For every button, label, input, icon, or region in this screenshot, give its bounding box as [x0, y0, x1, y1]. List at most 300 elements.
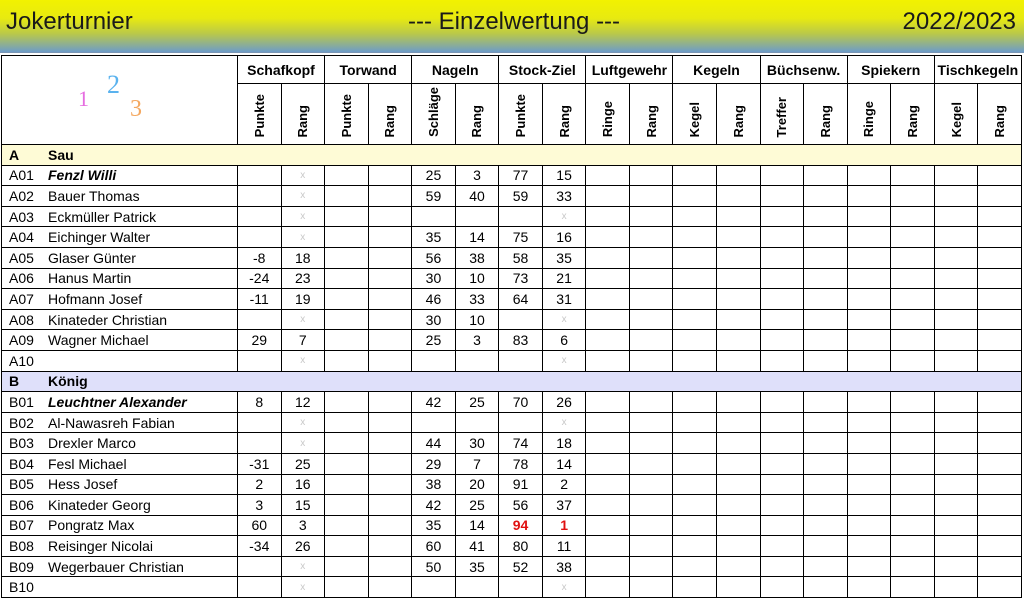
score-cell [760, 556, 804, 577]
score-cell: -24 [237, 268, 281, 289]
player-name: Hanus Martin [42, 268, 237, 289]
score-cell [978, 165, 1022, 186]
discipline-header: Schafkopf [237, 56, 324, 84]
score-cell: 42 [412, 495, 456, 516]
table-row [2, 392, 1022, 413]
score-cell [760, 289, 804, 310]
player-id: A05 [2, 247, 43, 268]
column-header-label: Rang [817, 104, 833, 137]
score-cell [847, 289, 891, 310]
score-cell [804, 309, 848, 330]
score-cell [629, 309, 673, 330]
player-name: Wagner Michael [42, 330, 237, 351]
score-cell [629, 330, 673, 351]
score-cell [847, 474, 891, 495]
score-cell: 25 [412, 330, 456, 351]
score-cell: 29 [412, 453, 456, 474]
score-cell [325, 453, 369, 474]
score-cell [760, 247, 804, 268]
score-cell [717, 330, 761, 351]
score-cell [760, 577, 804, 598]
player-id: B01 [2, 392, 43, 413]
column-header [760, 84, 804, 145]
score-cell [455, 206, 499, 227]
score-cell [891, 165, 935, 186]
score-cell [760, 474, 804, 495]
player-name: Eichinger Walter [42, 227, 237, 248]
score-cell: 70 [499, 392, 543, 413]
score-cell [455, 577, 499, 598]
score-cell [934, 268, 978, 289]
score-cell [629, 186, 673, 207]
table-row [2, 289, 1022, 310]
column-header-label: Kegel [948, 101, 964, 137]
score-cell [629, 289, 673, 310]
score-cell [629, 350, 673, 371]
column-header-label: Rang [295, 104, 311, 137]
tournament-title: Jokerturnier [6, 8, 133, 35]
table-row [2, 433, 1022, 454]
score-cell [760, 536, 804, 557]
score-cell [978, 495, 1022, 516]
score-cell [586, 289, 630, 310]
score-cell [325, 495, 369, 516]
score-cell [629, 268, 673, 289]
player-id: A06 [2, 268, 43, 289]
discipline-header: Torwand [325, 56, 412, 84]
player-id: A07 [2, 289, 43, 310]
player-id: A08 [2, 309, 43, 330]
score-cell [891, 392, 935, 413]
score-cell [368, 453, 412, 474]
score-cell [978, 392, 1022, 413]
score-cell [673, 247, 717, 268]
score-cell [629, 392, 673, 413]
column-header-label: Ringe [861, 100, 877, 137]
score-cell [717, 165, 761, 186]
group-row [2, 371, 1022, 392]
score-cell [368, 350, 412, 371]
score-cell [237, 412, 281, 433]
score-cell [891, 433, 935, 454]
column-header [499, 84, 543, 145]
player-name: Wegerbauer Christian [42, 556, 237, 577]
score-cell [978, 309, 1022, 330]
score-cell [673, 556, 717, 577]
score-cell [629, 247, 673, 268]
table-row [2, 556, 1022, 577]
score-cell: 35 [412, 227, 456, 248]
score-cell [717, 268, 761, 289]
score-cell [978, 433, 1022, 454]
score-cell [673, 206, 717, 227]
score-cell: 23 [281, 268, 325, 289]
score-cell: x [281, 433, 325, 454]
score-cell: x [542, 412, 586, 433]
score-cell [847, 392, 891, 413]
score-cell [586, 309, 630, 330]
player-name: Fenzl Willi [42, 165, 237, 186]
score-cell [325, 350, 369, 371]
score-cell: 73 [499, 268, 543, 289]
column-header-label: Rang [382, 104, 398, 137]
column-header-label: Punkte [338, 93, 354, 137]
score-cell [586, 453, 630, 474]
score-cell [717, 206, 761, 227]
score-cell [325, 268, 369, 289]
score-cell [804, 268, 848, 289]
score-cell [847, 330, 891, 351]
score-cell [760, 412, 804, 433]
score-cell [891, 577, 935, 598]
score-cell [499, 350, 543, 371]
score-cell [804, 206, 848, 227]
score-cell: 30 [455, 433, 499, 454]
score-cell: x [281, 206, 325, 227]
score-cell [629, 515, 673, 536]
score-cell [760, 165, 804, 186]
score-cell: 35 [542, 247, 586, 268]
player-id: B08 [2, 536, 43, 557]
score-cell [325, 247, 369, 268]
score-cell: x [281, 309, 325, 330]
score-cell [368, 206, 412, 227]
column-header [847, 84, 891, 145]
score-cell [717, 495, 761, 516]
score-cell [368, 186, 412, 207]
score-cell [804, 495, 848, 516]
score-cell [934, 165, 978, 186]
score-cell: 19 [281, 289, 325, 310]
score-cell [760, 392, 804, 413]
score-cell [586, 515, 630, 536]
player-name: Fesl Michael [42, 453, 237, 474]
score-cell [629, 165, 673, 186]
score-cell [586, 186, 630, 207]
player-name [42, 350, 237, 371]
score-cell [760, 206, 804, 227]
score-cell [673, 268, 717, 289]
score-cell: 74 [499, 433, 543, 454]
column-header [455, 84, 499, 145]
score-cell: -34 [237, 536, 281, 557]
player-id: B06 [2, 495, 43, 516]
score-cell [717, 474, 761, 495]
score-cell [760, 227, 804, 248]
score-cell [368, 227, 412, 248]
score-cell [237, 433, 281, 454]
score-cell [760, 309, 804, 330]
score-cell [717, 453, 761, 474]
score-cell [934, 330, 978, 351]
player-id: A09 [2, 330, 43, 351]
score-cell: 3 [237, 495, 281, 516]
score-cell [934, 289, 978, 310]
player-id: B05 [2, 474, 43, 495]
score-cell [804, 515, 848, 536]
score-cell: 59 [412, 186, 456, 207]
score-cell: 77 [499, 165, 543, 186]
score-cell [934, 577, 978, 598]
score-cell [891, 453, 935, 474]
score-cell [891, 309, 935, 330]
score-cell [891, 289, 935, 310]
column-header-label: Kegel [687, 101, 703, 137]
score-cell: 50 [412, 556, 456, 577]
score-cell [717, 289, 761, 310]
score-cell [847, 309, 891, 330]
column-header [804, 84, 848, 145]
score-cell: 60 [412, 536, 456, 557]
score-cell [978, 206, 1022, 227]
score-cell [499, 309, 543, 330]
column-header-label: Rang [643, 104, 659, 137]
column-header [717, 84, 761, 145]
score-cell [368, 309, 412, 330]
score-cell [412, 577, 456, 598]
score-cell [978, 268, 1022, 289]
score-cell: x [281, 165, 325, 186]
score-cell: 80 [499, 536, 543, 557]
score-cell [237, 165, 281, 186]
score-cell: 44 [412, 433, 456, 454]
score-cell: x [542, 350, 586, 371]
discipline-header: Büchsenw. [760, 56, 847, 84]
score-cell [368, 392, 412, 413]
score-cell [673, 309, 717, 330]
score-cell: 59 [499, 186, 543, 207]
score-cell [978, 227, 1022, 248]
score-cell [325, 412, 369, 433]
score-cell [760, 453, 804, 474]
score-cell: 25 [412, 165, 456, 186]
player-name: Bauer Thomas [42, 186, 237, 207]
score-cell: 3 [455, 165, 499, 186]
column-header-label: Ringe [600, 100, 616, 137]
score-cell [978, 289, 1022, 310]
score-table [1, 55, 1022, 598]
score-cell: 78 [499, 453, 543, 474]
score-cell [847, 186, 891, 207]
score-cell: 60 [237, 515, 281, 536]
score-cell [586, 577, 630, 598]
score-cell: 14 [455, 515, 499, 536]
score-cell [629, 227, 673, 248]
score-cell [586, 247, 630, 268]
score-cell: 37 [542, 495, 586, 516]
score-cell [934, 495, 978, 516]
score-cell [891, 247, 935, 268]
score-cell [847, 350, 891, 371]
score-cell [760, 268, 804, 289]
score-cell [891, 186, 935, 207]
score-cell [673, 330, 717, 351]
score-cell [978, 330, 1022, 351]
score-cell: 2 [237, 474, 281, 495]
score-cell: 30 [412, 268, 456, 289]
score-cell [455, 412, 499, 433]
score-cell [629, 206, 673, 227]
logo-123 [2, 56, 237, 144]
score-cell [673, 350, 717, 371]
score-cell: 10 [455, 268, 499, 289]
score-cell: 14 [542, 453, 586, 474]
score-cell [978, 474, 1022, 495]
score-cell: 26 [281, 536, 325, 557]
player-id: B10 [2, 577, 43, 598]
score-cell [847, 247, 891, 268]
score-cell [629, 474, 673, 495]
title-banner [0, 0, 1024, 53]
score-cell: x [281, 577, 325, 598]
score-cell [760, 515, 804, 536]
score-cell [978, 350, 1022, 371]
column-header [978, 84, 1022, 145]
player-name: Leuchtner Alexander [42, 392, 237, 413]
table-row [2, 453, 1022, 474]
score-cell [586, 227, 630, 248]
score-cell [368, 474, 412, 495]
score-cell: 41 [455, 536, 499, 557]
score-cell [673, 165, 717, 186]
score-cell [760, 330, 804, 351]
column-header-label: Rang [469, 104, 485, 137]
column-header-label: Rang [992, 104, 1008, 137]
score-cell [804, 556, 848, 577]
discipline-header: Luftgewehr [586, 56, 673, 84]
score-cell: -31 [237, 453, 281, 474]
score-cell [368, 268, 412, 289]
season-label: 2022/2023 [902, 8, 1016, 35]
score-cell [368, 330, 412, 351]
sheet-title: --- Einzelwertung --- [408, 8, 621, 35]
table-row [2, 186, 1022, 207]
column-header [629, 84, 673, 145]
player-name: Reisinger Nicolai [42, 536, 237, 557]
score-cell [717, 412, 761, 433]
score-cell [368, 536, 412, 557]
score-cell: 40 [455, 186, 499, 207]
score-cell [629, 433, 673, 454]
player-id: A02 [2, 186, 43, 207]
table-row [2, 330, 1022, 351]
column-header [237, 84, 281, 145]
score-cell [891, 536, 935, 557]
score-cell [673, 577, 717, 598]
column-header-label: Rang [730, 104, 746, 137]
score-cell: 16 [542, 227, 586, 248]
score-cell [934, 227, 978, 248]
score-cell [325, 309, 369, 330]
score-cell [717, 433, 761, 454]
score-cell [368, 433, 412, 454]
table-row [2, 577, 1022, 598]
score-cell [847, 515, 891, 536]
score-cell [629, 495, 673, 516]
score-cell [804, 536, 848, 557]
score-cell [978, 247, 1022, 268]
score-cell [804, 289, 848, 310]
score-cell [368, 577, 412, 598]
column-header [368, 84, 412, 145]
score-cell [717, 247, 761, 268]
score-cell: 3 [455, 330, 499, 351]
score-cell: 33 [455, 289, 499, 310]
score-cell [455, 350, 499, 371]
score-cell [804, 474, 848, 495]
player-name: Al-Nawasreh Fabian [42, 412, 237, 433]
logo-digit-3: 3 [130, 96, 142, 122]
score-cell: 2 [542, 474, 586, 495]
score-cell [673, 536, 717, 557]
score-cell [325, 227, 369, 248]
player-name [42, 577, 237, 598]
column-header [542, 84, 586, 145]
logo-digit-2: 2 [107, 70, 120, 99]
score-cell [717, 350, 761, 371]
score-cell: 25 [281, 453, 325, 474]
group-id: B [2, 371, 43, 392]
score-cell: 30 [412, 309, 456, 330]
score-cell [325, 433, 369, 454]
column-header-label: Schläge [425, 87, 441, 137]
score-cell [237, 577, 281, 598]
discipline-header: Spiekern [847, 56, 934, 84]
column-header [412, 84, 456, 145]
score-cell: 6 [542, 330, 586, 351]
score-cell: 18 [281, 247, 325, 268]
score-cell [673, 186, 717, 207]
table-row [2, 309, 1022, 330]
group-name: König [42, 371, 1022, 392]
score-cell [717, 309, 761, 330]
table-row [2, 515, 1022, 536]
score-cell [586, 206, 630, 227]
score-cell [412, 412, 456, 433]
player-id: A03 [2, 206, 43, 227]
table-row [2, 165, 1022, 186]
column-header-label: Rang [905, 104, 920, 137]
score-cell: 25 [455, 495, 499, 516]
score-cell [891, 268, 935, 289]
score-cell: x [281, 556, 325, 577]
score-cell [237, 350, 281, 371]
column-header [586, 84, 630, 145]
score-cell: 42 [412, 392, 456, 413]
score-cell: 31 [542, 289, 586, 310]
score-cell: 83 [499, 330, 543, 351]
score-cell [717, 227, 761, 248]
score-cell [804, 186, 848, 207]
score-cell [847, 453, 891, 474]
score-cell: 15 [542, 165, 586, 186]
score-cell [673, 227, 717, 248]
column-header-label: Treffer [774, 96, 790, 137]
player-name: Kinateder Georg [42, 495, 237, 516]
player-id: B04 [2, 453, 43, 474]
score-cell [368, 412, 412, 433]
score-cell [673, 495, 717, 516]
player-name: Kinateder Christian [42, 309, 237, 330]
player-id: B07 [2, 515, 43, 536]
score-cell [586, 165, 630, 186]
score-cell [891, 330, 935, 351]
score-cell [629, 577, 673, 598]
score-cell [934, 453, 978, 474]
score-cell [325, 577, 369, 598]
score-cell: 33 [542, 186, 586, 207]
discipline-header: Tischkegeln [934, 56, 1021, 84]
